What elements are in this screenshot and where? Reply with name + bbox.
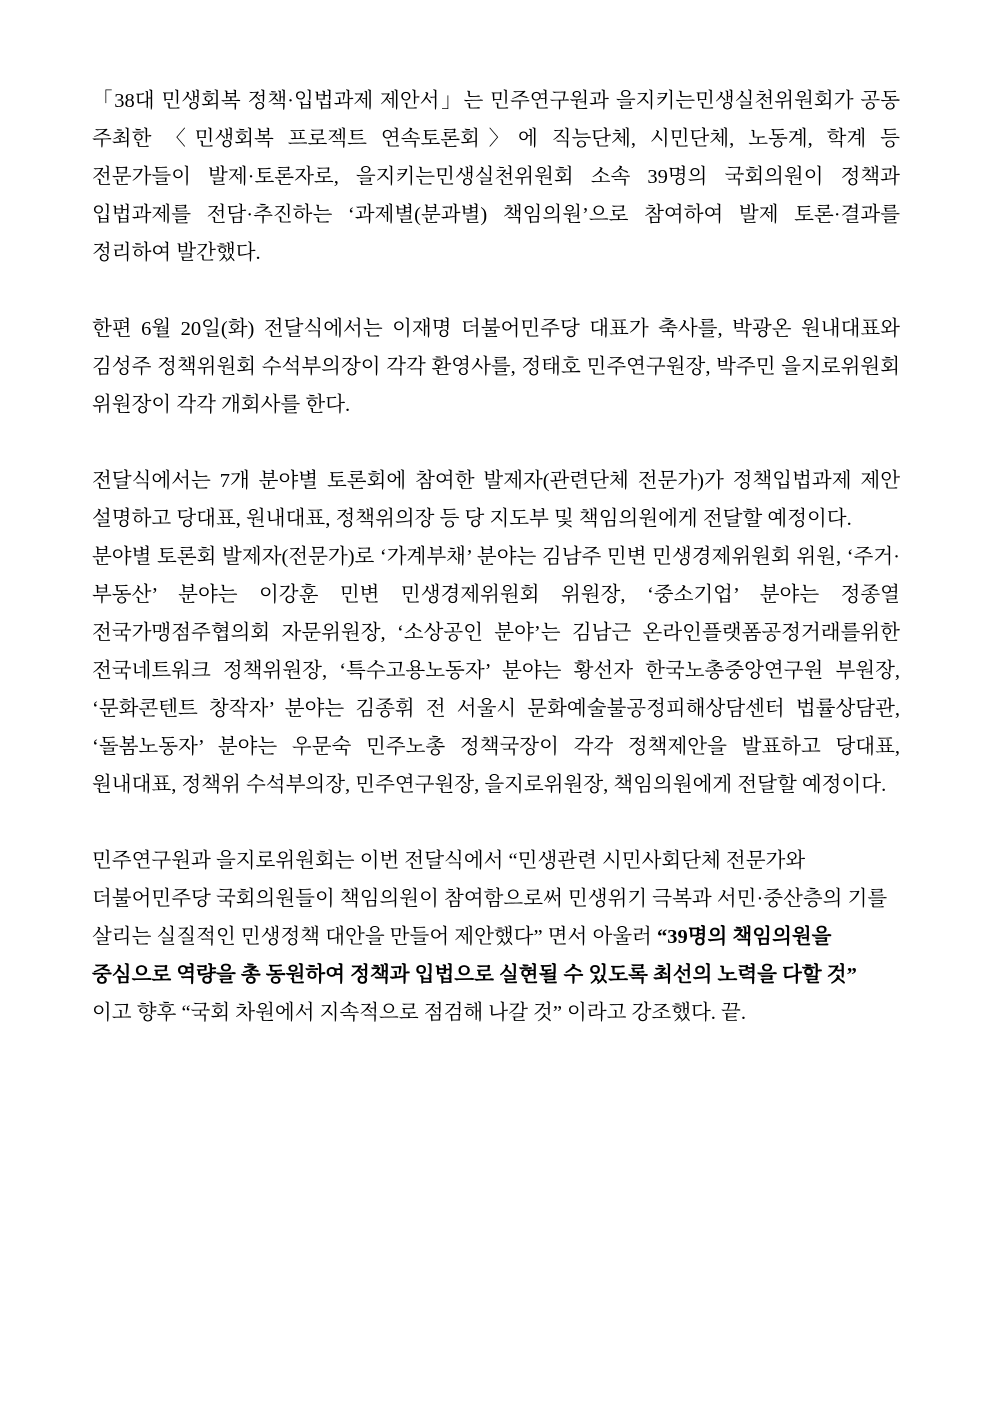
paragraph-1: 「38대 민생회복 정책·입법과제 제안서」는 민주연구원과 을지키는민생실천위원회가 공동 주최한 〈민생회복 프로젝트 연속토론회〉에 직능단체, 시민단체, 노동계, 학계 등 전문가들이 발제·토론자로, 을지키는민생실천위원회 소속 39명의 국회의원이 정책과 입법과제를 전담·추진하는 ‘과제별(분과별) 책임의원’으로 참여하여 발제 토론·결과를 정리하여 발간했다.	[92, 90, 900, 264]
paragraph-spacer-1	[92, 272, 900, 310]
document-body	[92, 82, 900, 1032]
paragraph-2: 한편 6월 20일(화) 전달식에서는 이재명 더불어민주당 대표가 축사를, 박광온 원내대표와 김성주 정책위원회 수석부의장이 각각 환영사를, 정태호 민주연구원장, 박주민 을지로위원회 위원장이 각각 개회사를 한다.	[92, 318, 900, 416]
paragraph-spacer-2	[92, 424, 900, 462]
paragraph-4: 분야별 토론회 발제자(전문가)로 ‘가계부채’ 분야는 김남주 민변 민생경제위원회 위원, ‘주거·부동산’ 분야는 이강훈 민변 민생경제위원회 위원장, ‘중소기업’ 분야는 정종열 전국가맹점주협의회 자문위원장, ‘소상공인 분야’는 김남근 온라인플랫폼공정거래를위한 전국네트워크 정책위원장, ‘특수고용노동자’ 분야는 황선자 한국노총중앙연구원 부원장, ‘문화콘텐트 창작자’ 분야는 김종휘 전 서울시 문화예술불공정피해상담센터 법률상담관, ‘돌봄노동자’ 분야는 우문숙 민주노총 정책국장이 각각 정책제안을 발표하고 당대표, 원내대표, 정책위 수석부의장, 민주연구원장, 을지로위원장, 책임의원에게 전달할 예정이다.	[92, 546, 900, 796]
paragraph-5-lead: 민주연구원과 을지로위원회는 이번 전달식에서 “민생관련 시민사회단체 전문가와 더불어민주당 국회의원들이 책임의원이 참여함으로써 민생위기 극복과 서민·중산층의 기를 살리는 실질적인 민생정책 대안을 만들어 제안했다” 면서 아울러	[92, 850, 888, 948]
paragraph-3: 전달식에서는 7개 분야별 토론회에 참여한 발제자(관련단체 전문가)가 정책입법과제 제안 설명하고 당대표, 원내대표, 정책위의장 등 당 지도부 및 책임의원에게 전달할 예정이다.	[92, 470, 900, 530]
paragraph-5-emphasis: “39명의 책임의원을 중심으로 역량을 총 동원하여 정책과 입법으로 실현될 수 있도록 최선의 노력을 다할 것”	[92, 926, 857, 986]
paragraph-spacer-3	[92, 804, 900, 842]
paragraph-5	[92, 842, 900, 1032]
paragraph-5-tail: 이고 향후 “국회 차원에서 지속적으로 점검해 나갈 것” 이라고 강조했다. 끝.	[92, 1002, 746, 1024]
